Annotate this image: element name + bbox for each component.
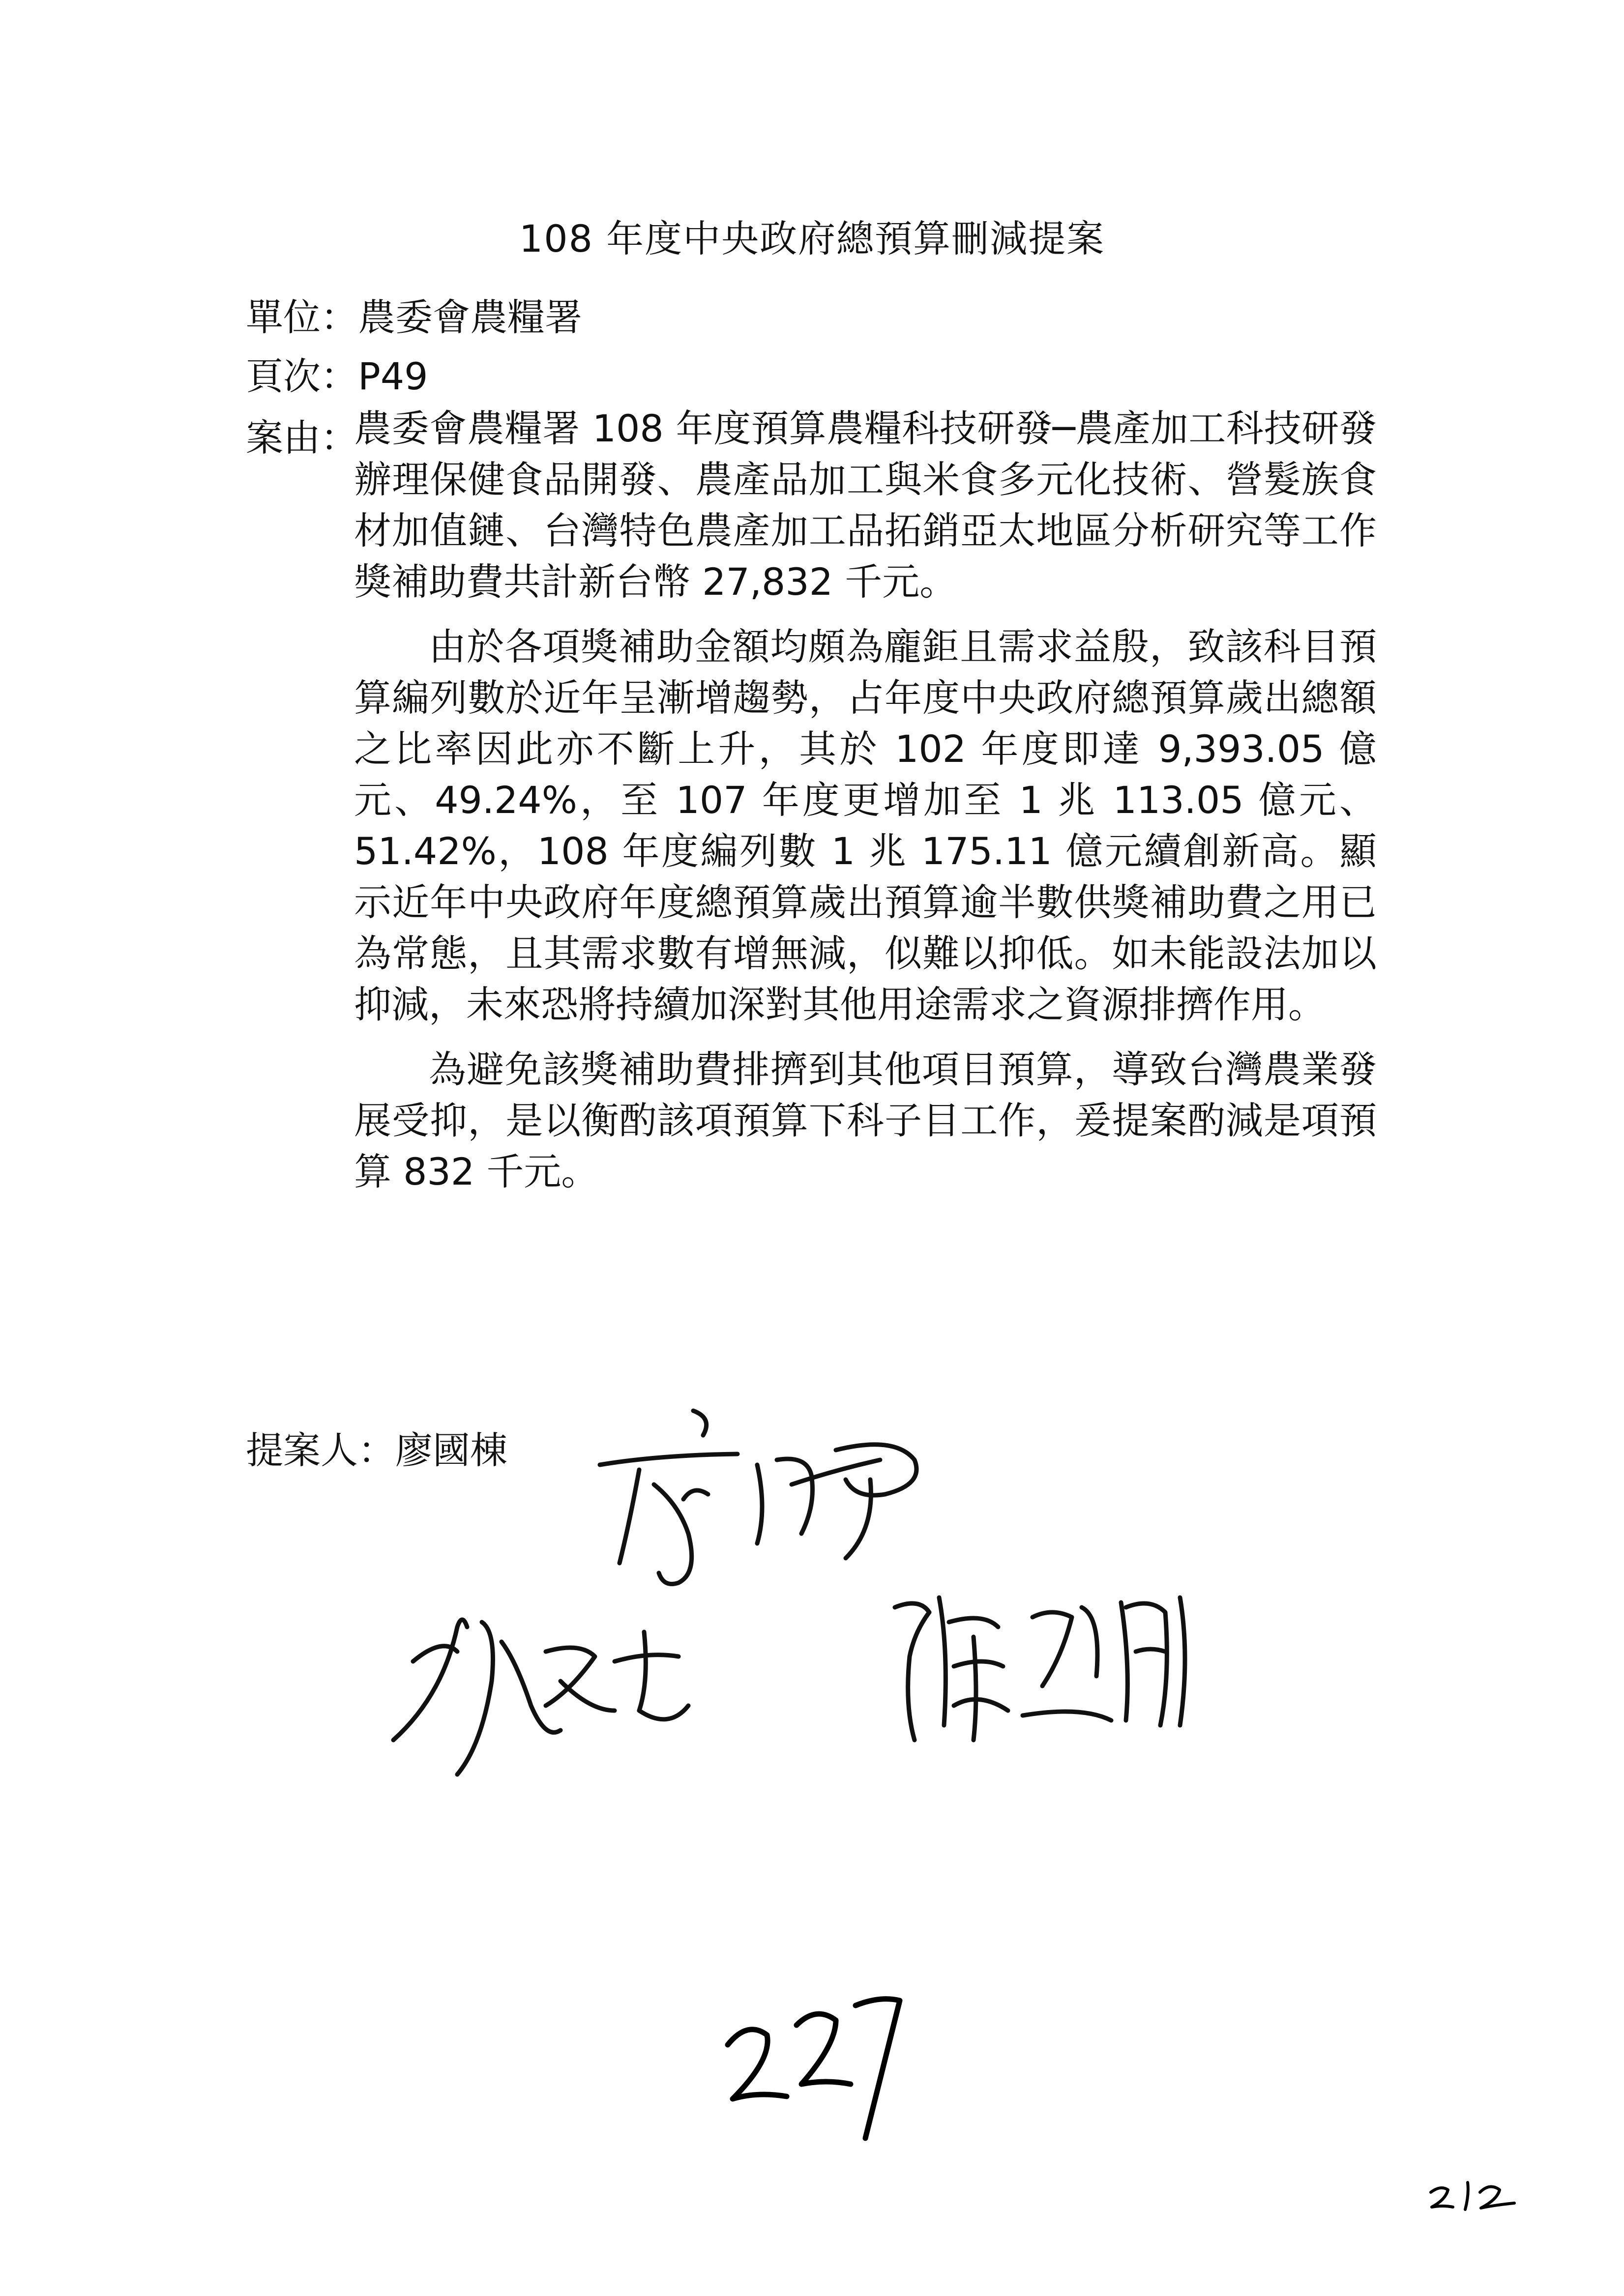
signature-1 (580, 1396, 954, 1602)
page-ref-value: P49 (358, 354, 428, 398)
reason-label: 案由： (246, 416, 358, 460)
unit-row (246, 288, 582, 341)
signature-3 (875, 1578, 1210, 1765)
page-ref-row (246, 347, 428, 400)
document-title: 108 年度中央政府總預算刪減提案 (519, 217, 1105, 261)
proposer-label: 提案人： (246, 1428, 395, 1472)
handwritten-page-number (718, 1986, 924, 2155)
signature-2 (384, 1583, 738, 1789)
proposer-name: 廖國棟 (395, 1428, 507, 1472)
reason-body (354, 403, 1377, 1197)
reason-paragraph-2: 由於各項獎補助金額均頗為龐鉅且需求益殷，致該科目預算編列數於近年呈漸增趨勢，占年度中央政府總預算歲出總額之比率因此亦不斷上升，其於 102 年度即達 9,393.05 億元、49.24%，至 107 年度更增加至 1 兆 113.05 億元、51.42%，108 年度編列數 1 兆 175.11 億元續創新高。顯示近年中央政府年度總預算歲出預算逾半數供獎補助費之用已為常態，且其需求數有增無減，似難以抑低。如未能設法加以抑減，未來恐將持續加深對其他用途需求之資源排擠作用。 (354, 625, 1377, 1026)
reason-paragraph-3: 為避免該獎補助費排擠到其他項目預算，導致台灣農業發展受抑，是以衡酌該項預算下科子目工作，爰提案酌減是項預算 832 千元。 (354, 1047, 1377, 1193)
unit-label: 單位： (246, 295, 358, 339)
proposer-line (246, 1421, 507, 1474)
reason-paragraph-1: 農委會農糧署 108 年度預算農糧科技研發─農產加工科技研發辦理保健食品開發、農產品加工與米食多元化技術、營髮族食材加值鏈、台灣特色農產加工品拓銷亞太地區分析研究等工作獎補助費共計新台幣 27,832 千元。 (354, 407, 1377, 604)
corner-page-number (1426, 2173, 1519, 2219)
unit-value: 農委會農糧署 (358, 295, 582, 339)
page-ref-label: 頁次： (246, 354, 358, 398)
